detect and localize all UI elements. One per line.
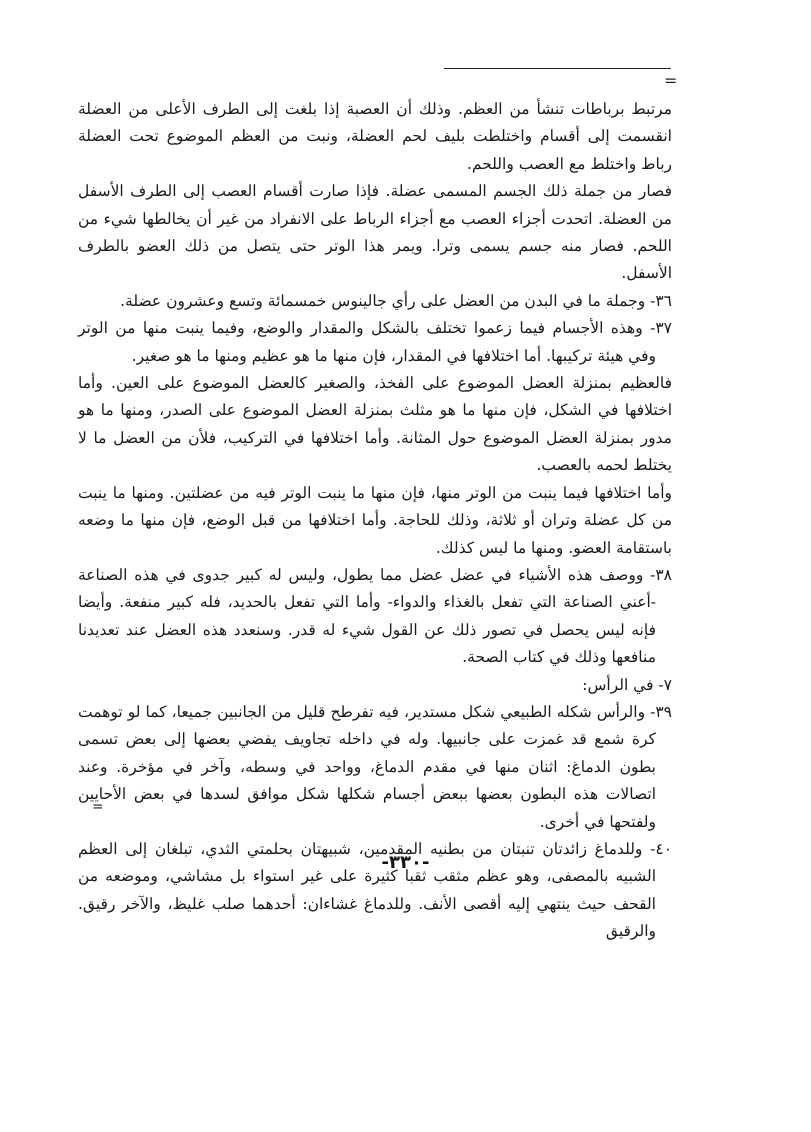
section-heading: ٧- في الرأس: xyxy=(582,675,672,694)
header-rule xyxy=(444,68,671,69)
paragraph: فصار من جملة ذلك الجسم المسمى عضلة. فإذا صارت أقسام العصب إلى الطرف الأسفل من العضلة. اتحدت أجزاء العصب مع أجزاء الرباط على الانفراد من غير أن يخالطها شيء من اللحم. فصار منه جسم يسمى وترا. ويمر هذا الوتر حتى يتصل من ذلك العضو بالطرف الأسفل. xyxy=(78,182,672,283)
header-mark: = xyxy=(664,71,678,90)
paragraph: وأما اختلافها فيما ينبت من الوتر منها، فإن منها ما ينبت الوتر فيه من عضلتين. ومنها ما ينبت من كل عضلة وتران أو ثلاثة، وذلك للحاجة. وأما اختلافها من قبل الوضع، فإن منها ما وضعه باستقامة العضو. ومنها ما ليس كذلك. xyxy=(78,483,672,557)
paragraph-40: ٤٠- وللدماغ زائدتان تنبتان من بطنيه المقدمين، شبيهتان بحلمتي الثدي، تبلغان إلى العظم الشبيه بالمصفى، وهو عظم مثقب ثقبا كثيرة على غير استواء بل مشاشي، وموضعه من القحف حيث ينتهي إليه أقصى الأنف. وللدماغ غشاءان: أحدهما صلب غليظ، والآخر رقيق. والرقيق xyxy=(78,839,672,941)
paragraph-36: ٣٦- وجملة ما في البدن من العضل على رأي جالينوس خمسمائة وتسع وعشرون عضلة. xyxy=(120,291,672,310)
body-text xyxy=(78,96,672,946)
paragraph-37: ٣٧- وهذه الأجسام فيما زعموا تختلف بالشكل والمقدار والوضع، وفيما ينبت منها من الوتر وفي هيئة تركيبها. أما اختلافها في المقدار، فإن منها ما هو عظيم ومنها ما هو صغير. xyxy=(78,319,672,365)
footer-mark: = xyxy=(92,799,104,815)
page-number: -٣٣٠- xyxy=(381,852,430,873)
paragraph-39: ٣٩- والرأس شكله الطبيعي شكل مستدير، فيه تفرطح قليل من الجانبين جميعا، كما لو توهمت كرة شمع قد غمزت على جانبيها. وله في داخله تجاويف يفضي بعضها إلى بعض تسمى بطون الدماغ: اثنان منها في مقدم الدماغ، وواحد في وسطه، وآخر في مؤخرة. وعند اتصالات هذه البطون بعضها ببعض أجسام شكلها شكل موافق لسدها في بعض الأحايين ولفتحها في أخرى. xyxy=(78,702,672,831)
paragraph-38: ٣٨- ووصف هذه الأشياء في عضل عضل مما يطول، وليس له كبير جدوى في هذه الصناعة -أعني الصناعة التي تفعل بالغذاء والدواء- وأما التي تفعل بالحديد، فله كبير منفعة. وأيضا فإنه ليس يحصل في تصور ذلك عن القول شيء له قدر. وسنعدد هذه العضل عند تعديدنا منافعها وذلك في كتاب الصحة. xyxy=(78,565,672,667)
paragraph-continuation: مرتبط برباطات تنشأ من العظم. وذلك أن العصبة إذا بلغت إلى الطرف الأعلى من العضلة انقسمت إلى أقسام واختلطت بليف لحم العضلة، ونبت من العظم الموضوع تحت العضلة رباط واختلط مع العصب واللحم. xyxy=(78,100,672,173)
paragraph: فالعظيم بمنزلة العضل الموضوع على الفخذ، والصغير كالعضل الموضوع على العين. وأما اختلافها في الشكل، فإن منها ما هو مثلث بمنزلة العضل الموضوع على الصدر، ومنها ما هو مدور بمنزلة العضل الموضوع حول المثانة. وأما اختلافها في التركيب، فلأن من العضل ما لا يختلط لحمه بالعصب. xyxy=(78,374,672,475)
